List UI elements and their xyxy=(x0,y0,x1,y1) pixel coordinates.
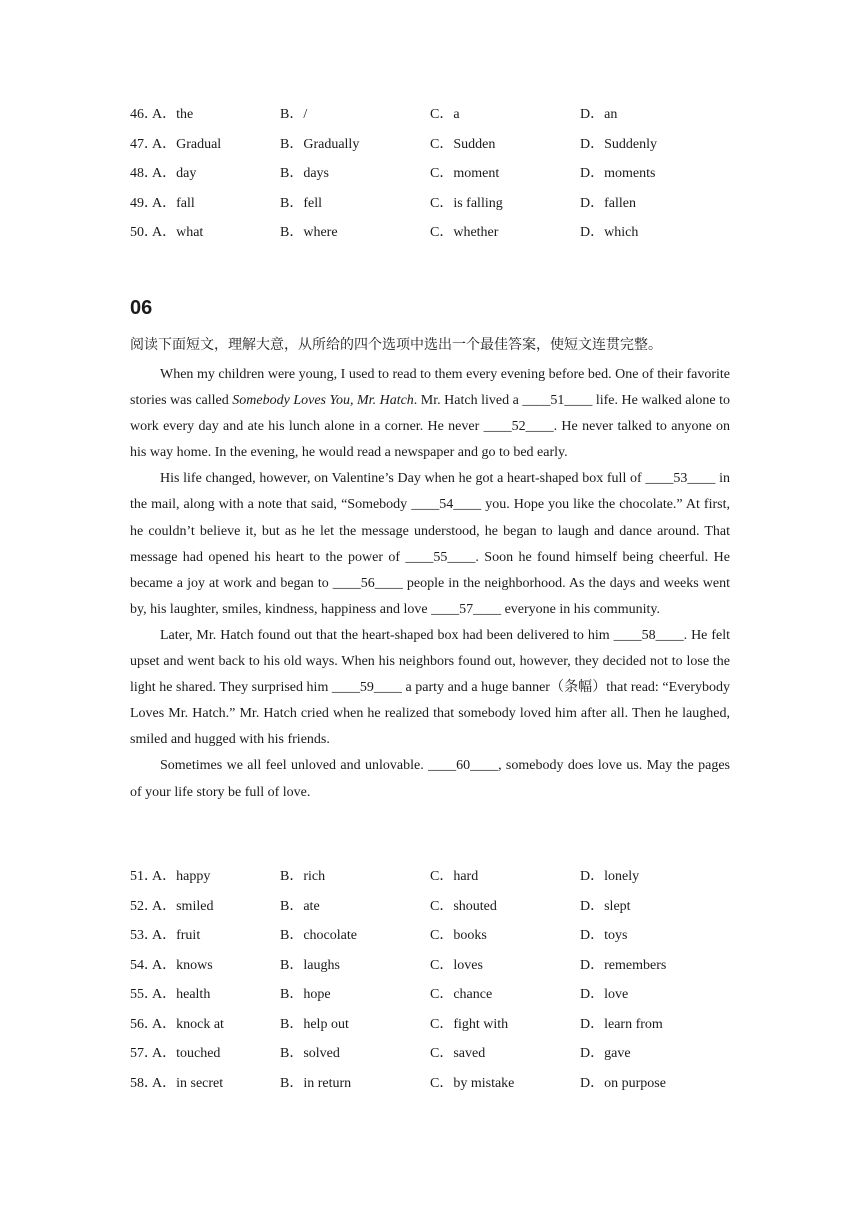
choice-b: B．laughs xyxy=(280,957,340,973)
reading-passage xyxy=(130,362,730,806)
question-number: 49． xyxy=(130,195,158,211)
choice-b: B．in return xyxy=(280,1075,352,1091)
choice-a: A．happy xyxy=(152,869,211,884)
question-number: 57． xyxy=(130,1046,158,1061)
passage-text: you. Hope you like the chocolate.” At first, he couldn’t believe it, but as he let the message understood, he began to laugh and dance around. That message had opened his heart to the power of xyxy=(130,497,730,565)
passage-paragraph-1 xyxy=(130,362,730,466)
blank-53: ____53____ xyxy=(645,471,716,487)
choice-c: C．a xyxy=(430,107,460,122)
choice-d: D．on purpose xyxy=(580,1075,666,1091)
passage-text: . Mr. Hatch lived a xyxy=(413,393,523,409)
options-list-bottom xyxy=(130,862,730,1098)
blank-51: ____51____ xyxy=(522,393,593,409)
question-number: 52． xyxy=(130,898,158,914)
choice-d: D．remembers xyxy=(580,957,667,973)
option-row-48 xyxy=(130,159,730,189)
blank-54: ____54____ xyxy=(411,497,482,513)
choice-d: D．which xyxy=(580,225,639,240)
choice-a: A．what xyxy=(152,225,204,240)
choice-a: A．touched xyxy=(152,1046,221,1061)
choice-b: B．fell xyxy=(280,195,322,211)
blank-55: ____55____ xyxy=(405,549,476,565)
choice-a: A．the xyxy=(152,107,194,122)
choice-c: C．moment xyxy=(430,166,500,181)
passage-paragraph-4 xyxy=(130,753,730,805)
choice-b: B．where xyxy=(280,225,338,240)
choice-c: C．shouted xyxy=(430,898,497,914)
option-row-55 xyxy=(130,980,730,1010)
passage-text: everyone in his community. xyxy=(501,601,660,617)
option-row-47 xyxy=(130,130,730,160)
passage-text: , somebody does love us. May the pages of your life story be full of love. xyxy=(130,758,730,800)
blank-60: ____60____ xyxy=(428,758,499,774)
choice-d: D．fallen xyxy=(580,195,636,211)
question-number: 46． xyxy=(130,107,158,122)
choice-c: C．fight with xyxy=(430,1016,509,1032)
question-number: 50． xyxy=(130,225,158,240)
choice-c: C．is falling xyxy=(430,195,503,211)
blank-59: ____59____ xyxy=(331,680,402,696)
choice-a: A．day xyxy=(152,166,197,181)
choice-b: B．help out xyxy=(280,1016,349,1032)
question-number: 53． xyxy=(130,928,158,943)
section-heading: 06 xyxy=(130,297,153,319)
passage-text: a party and a huge banner（条幅）that read: “Everybody Loves Mr. Hatch.” Mr. Hatch cried when he realized that somebody loved him after all. Then he laughed, smiled and hugged with his friends. xyxy=(130,680,731,748)
option-row-53 xyxy=(130,921,730,951)
passage-text: . Soon he found himself being cheerful. He became a joy at work and began to xyxy=(130,549,730,591)
option-row-54 xyxy=(130,951,730,981)
options-list-top xyxy=(130,100,730,248)
question-number: 54． xyxy=(130,957,158,973)
story-title: Somebody Loves You, Mr. Hatch xyxy=(232,393,414,409)
question-number: 55． xyxy=(130,987,158,1002)
blank-52: ____52____ xyxy=(483,419,554,435)
choice-c: C．whether xyxy=(430,225,499,240)
question-number: 48． xyxy=(130,166,158,181)
choice-d: D．slept xyxy=(580,898,631,914)
option-row-56 xyxy=(130,1010,730,1040)
blank-56: ____56____ xyxy=(332,575,403,591)
question-number: 58． xyxy=(130,1075,158,1091)
choice-c: C．loves xyxy=(430,957,483,973)
choice-d: D．gave xyxy=(580,1046,631,1061)
choice-c: C．Sudden xyxy=(430,136,496,152)
option-row-58 xyxy=(130,1069,730,1099)
choice-a: A．smiled xyxy=(152,898,214,914)
option-row-49 xyxy=(130,189,730,219)
choice-d: D．Suddenly xyxy=(580,136,657,152)
option-row-50 xyxy=(130,218,730,248)
choice-a: A．fall xyxy=(152,195,195,211)
choice-b: B．chocolate xyxy=(280,928,357,943)
choice-a: A．fruit xyxy=(152,928,201,943)
choice-a: A．health xyxy=(152,987,211,1002)
option-row-51 xyxy=(130,862,730,892)
choice-a: A．knows xyxy=(152,957,213,973)
passage-text: His life changed, however, on Valentine’s Day when he got a heart-shaped box full of xyxy=(160,471,646,487)
choice-c: C．saved xyxy=(430,1046,486,1061)
choice-d: D．moments xyxy=(580,166,656,181)
passage-text: When my children were young, I used to read to them every evening before bed. One of their favorite stories was called xyxy=(130,367,730,409)
question-number: 56． xyxy=(130,1016,158,1032)
passage-text: . He never talked to anyone on his way home. In the evening, he would read a newspaper and go to bed early. xyxy=(130,419,730,461)
choice-b: B．days xyxy=(280,166,329,181)
passage-text: life. He walked alone to work every day and ate his lunch alone in a corner. He never xyxy=(130,393,730,435)
choice-b: B．/ xyxy=(280,107,308,122)
passage-text: Later, Mr. Hatch found out that the heart-shaped box had been delivered to him xyxy=(160,627,614,643)
choice-c: C．chance xyxy=(430,987,493,1002)
question-number: 51． xyxy=(130,869,158,884)
choice-d: D．learn from xyxy=(580,1016,663,1032)
choice-b: B．ate xyxy=(280,898,320,914)
passage-text: in the mail, along with a note that said, “Somebody xyxy=(130,471,730,513)
passage-paragraph-2 xyxy=(130,466,730,623)
choice-c: C．hard xyxy=(430,869,479,884)
choice-c: C．books xyxy=(430,928,487,943)
choice-d: D．love xyxy=(580,987,629,1002)
choice-b: B．Gradually xyxy=(280,136,360,152)
choice-b: B．hope xyxy=(280,987,331,1002)
option-row-46 xyxy=(130,100,730,130)
passage-text: people in the neighborhood. As the days and weeks went by, his laughter, smiles, kindness, happiness and love xyxy=(130,575,730,617)
option-row-57 xyxy=(130,1039,730,1069)
choice-a: A．knock at xyxy=(152,1016,224,1032)
choice-d: D．lonely xyxy=(580,869,640,884)
passage-text: Sometimes we all feel unloved and unlovable. xyxy=(160,758,429,774)
choice-a: A．in secret xyxy=(152,1075,224,1091)
choice-d: D．toys xyxy=(580,928,628,943)
question-number: 47． xyxy=(130,136,158,152)
blank-58: ____58____ xyxy=(613,627,684,643)
choice-b: B．rich xyxy=(280,869,326,884)
option-row-52 xyxy=(130,892,730,922)
choice-b: B．solved xyxy=(280,1046,340,1061)
choice-c: C．by mistake xyxy=(430,1075,515,1091)
choice-a: A．Gradual xyxy=(152,136,222,152)
blank-57: ____57____ xyxy=(431,601,502,617)
choice-d: D．an xyxy=(580,107,618,122)
passage-paragraph-3 xyxy=(130,623,730,753)
section-instruction: 阅读下面短文，理解大意，从所给的四个选项中选出一个最佳答案，使短文连贯完整。 xyxy=(130,338,662,353)
passage-text: . He felt upset and went back to his old ways. When his neighbors found out, however, they decided not to lose the light he shared. They surprised him xyxy=(130,627,731,696)
